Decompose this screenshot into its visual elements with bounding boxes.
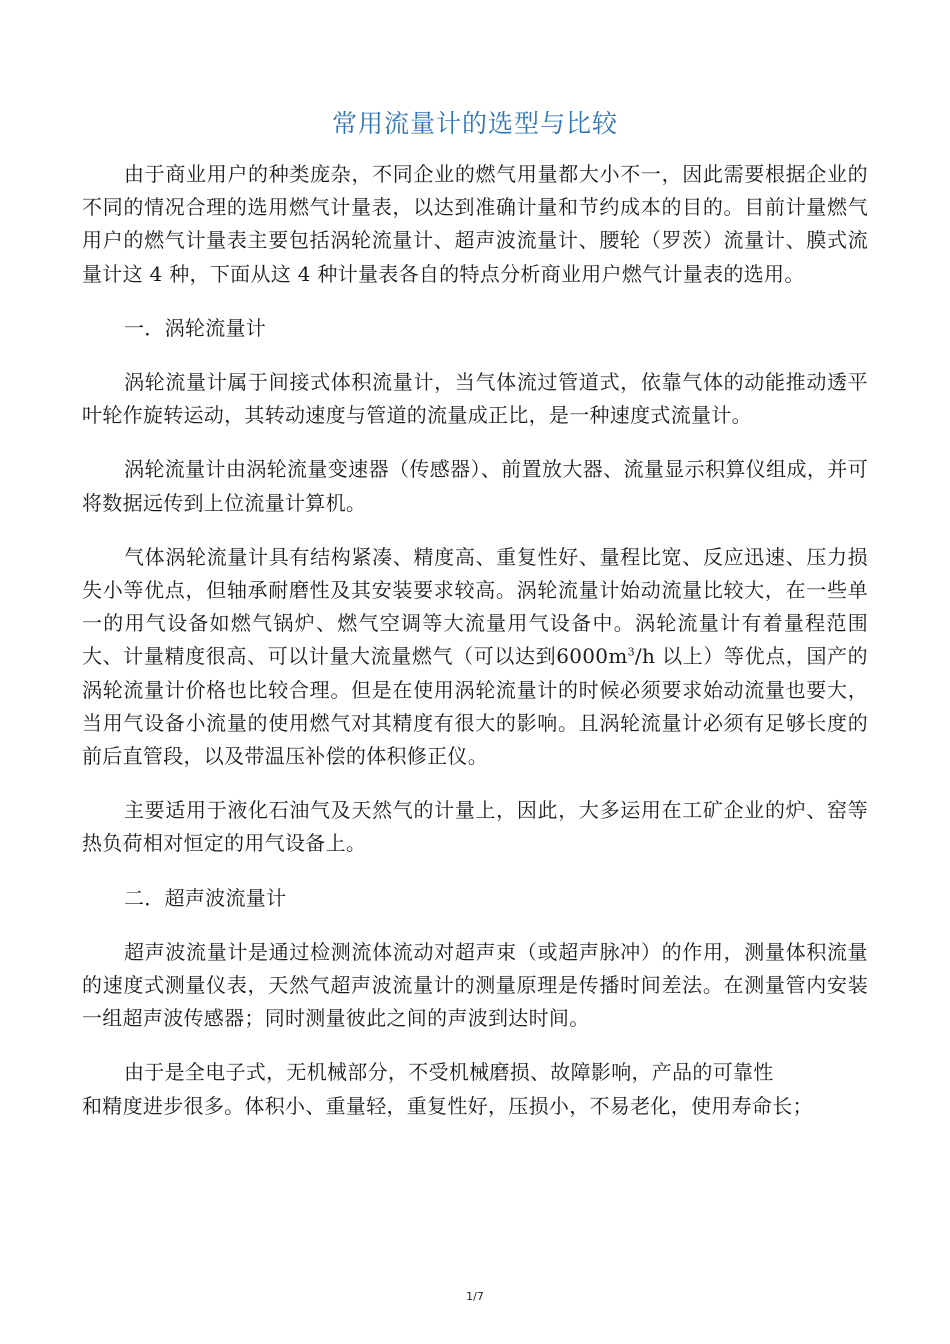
turbine-paragraph-3-part-b: /h 以上）等优点，国产的涡轮流量计价格也比较合理。但是在使用涡轮流量计的时候必须要求始动流量也要大，当用气设备小流量的使用燃气对其精度有很大的影响。且涡轮流量计必须有足够长度的前后直管段，以及带温压补偿的体积修正仪。 xyxy=(82,644,868,769)
turbine-paragraph-2: 涡轮流量计由涡轮流量变速器（传感器）、前置放大器、流量显示积算仪组成，并可将数据远传到上位流量计算机。 xyxy=(82,457,868,515)
turbine-paragraph-3-part-a: 气体涡轮流量计具有结构紧凑、精度高、重复性好、量程比宽、反应迅速、压力损失小等优点，但轴承耐磨性及其安装要求较高。涡轮流量计始动流量比较大，在一些单一的用气设备如燃气锅炉、燃气空调等大流量用气设备中。涡轮流量计有着量程范围大、计量精度很高、可以计量大流量燃气（可以达到 xyxy=(82,544,868,669)
section-heading-ultrasonic: 二．超声波流量计 xyxy=(124,885,287,910)
turbine-paragraph-3 xyxy=(82,541,868,773)
intro-paragraph: 由于商业用户的种类庞杂，不同企业的燃气用量都大小不一，因此需要根据企业的不同的情况合理的选用燃气计量表，以达到准确计量和节约成本的目的。目前计量燃气用户的燃气计量表主要包括涡轮流量计、超声波流量计、腰轮（罗茨）流量计、膜式流量计这 4 种，下面从这 4 种计量表各自的特点分析商业用户燃气计量表的选用。 xyxy=(82,162,868,286)
ultrasonic-paragraph-2-line-2: 和精度进步很多。体积小、重量轻，重复性好，压损小，不易老化，使用寿命长； xyxy=(82,1093,813,1118)
document-title: 常用流量计的选型与比较 xyxy=(331,109,618,138)
document-body xyxy=(82,158,868,1144)
ultrasonic-paragraph-1: 超声波流量计是通过检测流体流动对超声束（或超声脉冲）的作用，测量体积流量的速度式测量仪表，天然气超声波流量计的测量原理是传播时间差法。在测量管内安装一组超声波传感器；同时测量彼此之间的声波到达时间。 xyxy=(82,939,868,1031)
section-heading-turbine: 一．涡轮流量计 xyxy=(124,315,267,340)
ultrasonic-paragraph-2 xyxy=(82,1056,868,1122)
turbine-paragraph-1: 涡轮流量计属于间接式体积流量计，当气体流过管道式，依靠气体的动能推动透平叶轮作旋转运动，其转动速度与管道的流量成正比，是一种速度式流量计。 xyxy=(82,370,868,428)
page-number: 1/7 xyxy=(466,1290,484,1303)
ultrasonic-paragraph-2-line-1: 由于是全电子式，无机械部分，不受机械磨损、故障影响，产品的可靠性 xyxy=(124,1060,774,1085)
flow-unit: $6000m^3$ xyxy=(556,644,635,669)
turbine-paragraph-4: 主要适用于液化石油气及天然气的计量上，因此，大多运用在工矿企业的炉、窑等热负荷相对恒定的用气设备上。 xyxy=(82,798,868,856)
